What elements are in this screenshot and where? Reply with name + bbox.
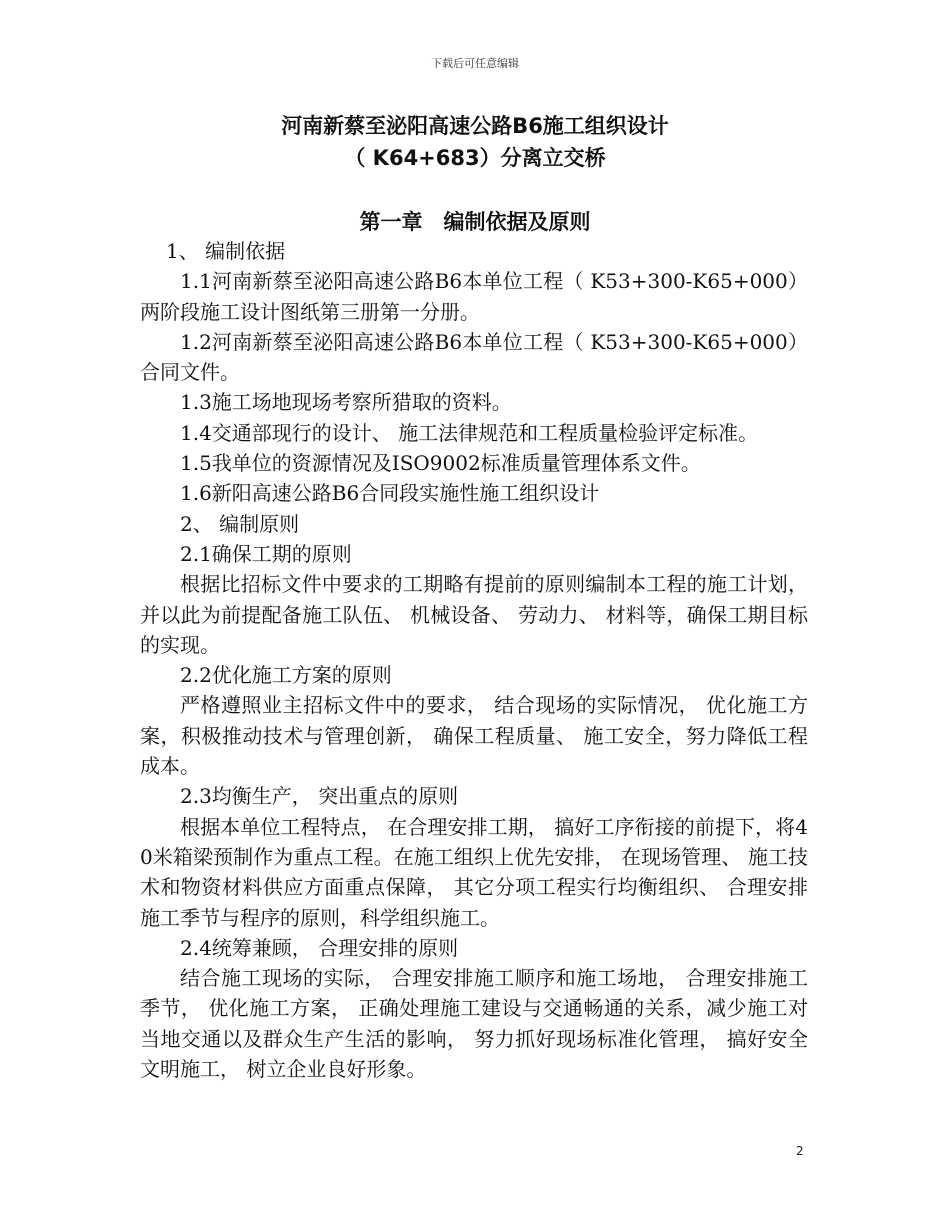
chapter-title: 第一章 编制依据及原则 (359, 210, 591, 234)
subsection-heading: 2.4统筹兼顾， 合理安排的原则 (180, 935, 459, 960)
header-note: 下载后可任意编辑 (431, 57, 519, 70)
document-title-line1: 河南新蔡至泌阳高速公路B6施工组织设计 (281, 114, 669, 138)
list-item: 1.1河南新蔡至泌阳高速公路B6本单位工程（ K53+300-K65+000）两阶段施工设计图纸第三册第一分册。 (140, 269, 808, 324)
list-item: 1.6新阳高速公路B6合同段实施性施工组织设计 (180, 481, 600, 506)
section-heading: 1、 编制依据 (166, 239, 286, 263)
list-item: 1.4交通部现行的设计、 施工法律规范和工程质量检验评定标准。 (180, 420, 759, 445)
page-number: 2 (796, 1144, 804, 1158)
document-title-line2: （ K64+683）分离立交桥 (344, 146, 606, 170)
subsection-heading: 2.2优化施工方案的原则 (180, 663, 392, 688)
paragraph: 严格遵照业主招标文件中的要求， 结合现场的实际情况， 优化施工方案，积极推动技术与管理创新， 确保工程质量、 施工安全，努力降低工程成本。 (140, 693, 808, 779)
list-item: 1.5我单位的资源情况及ISO9002标准质量管理体系文件。 (180, 451, 701, 476)
document-body (140, 236, 808, 1084)
list-item: 1.3施工场地现场考察所猎取的资料。 (180, 390, 512, 415)
paragraph: 根据本单位工程特点， 在合理安排工期， 搞好工序衔接的前提下，将40米箱梁预制作为重点工程。在施工组织上优先安排， 在现场管理、 施工技术和物资材料供应方面重点保障， 其它分项工程实行均衡组织、 合理安排施工季节与程序的原则，科学组织施工。 (140, 814, 808, 930)
paragraph: 根据比招标文件中要求的工期略有提前的原则编制本工程的施工计划， 并以此为前提配备施工队伍、 机械设备、 劳动力、 材料等，确保工期目标的实现。 (140, 572, 808, 657)
list-item: 1.2河南新蔡至泌阳高速公路B6本单位工程（ K53+300-K65+000）合同文件。 (140, 329, 808, 385)
paragraph: 结合施工现场的实际， 合理安排施工顺序和施工场地， 合理安排施工季节， 优化施工方案， 正确处理施工建设与交通畅通的关系，减少施工对当地交通以及群众生产生活的影响， 努力抓好现场标准化管理， 搞好安全文明施工， 树立企业良好形象。 (140, 966, 808, 1082)
subsection-heading: 2.1确保工期的原则 (180, 541, 352, 566)
section-heading: 2、 编制原则 (180, 511, 300, 536)
subsection-heading: 2.3均衡生产， 突出重点的原则 (180, 784, 459, 809)
